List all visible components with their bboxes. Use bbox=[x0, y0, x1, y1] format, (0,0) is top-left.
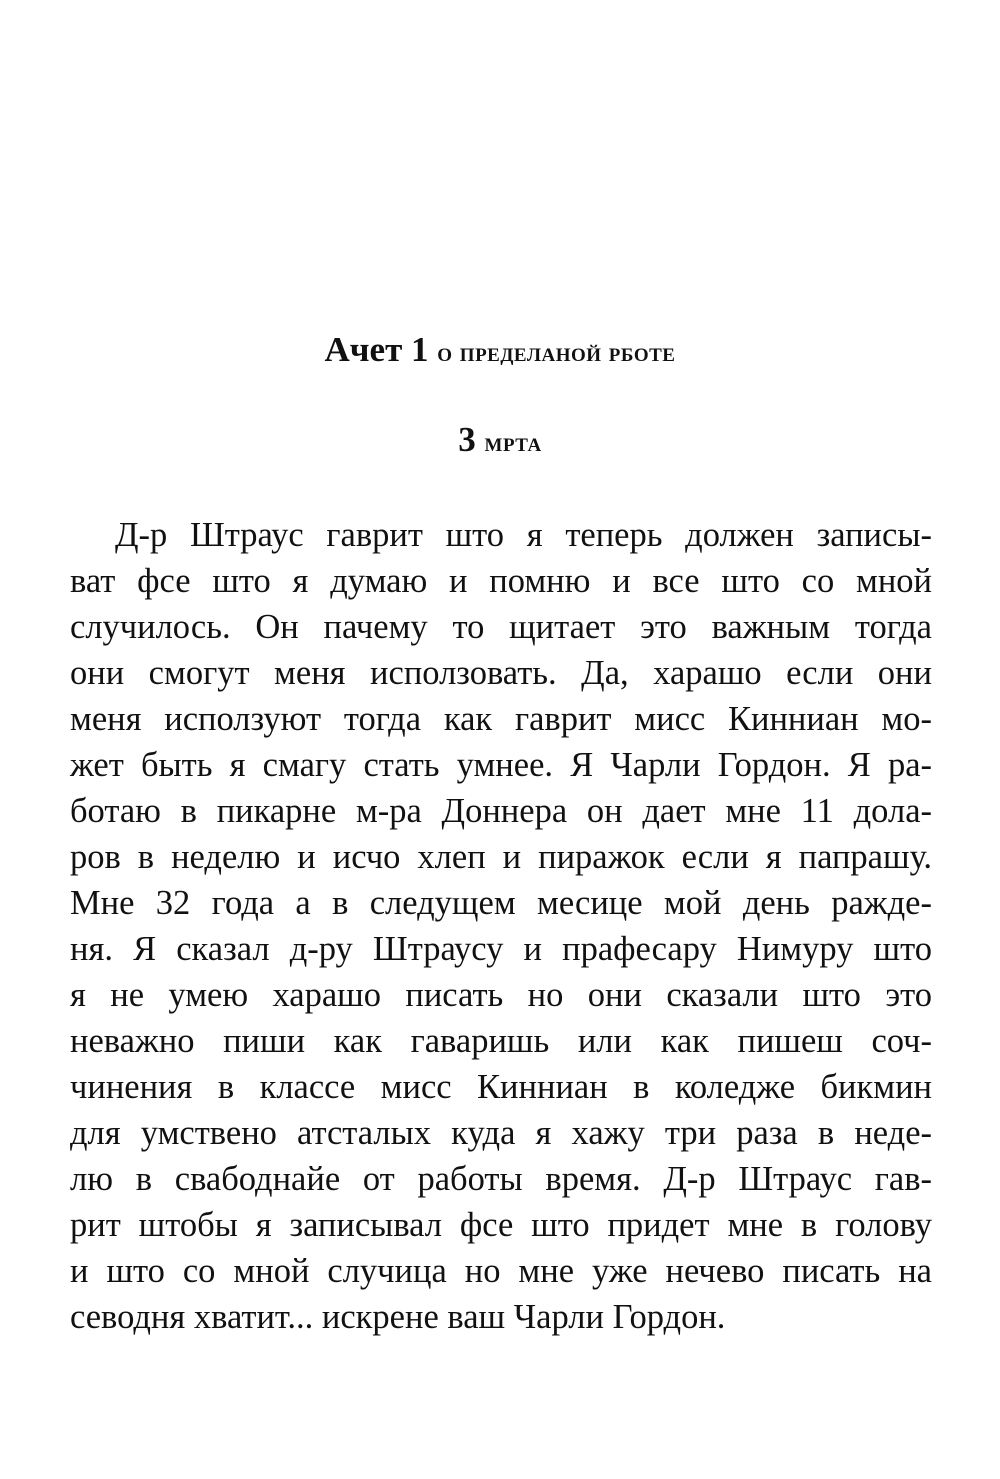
chapter-title bbox=[0, 330, 1000, 370]
body-line: неважно пиши как гаваришь или как пишеш соч- bbox=[70, 1022, 932, 1060]
body-line: меня исползуют тогда как гаврит мисс Кинниан мо- bbox=[70, 700, 932, 738]
chapter-date-number: 3 bbox=[458, 420, 476, 459]
body-line: ботаю в пикарне м-ра Доннера он дает мне 11 дола- bbox=[70, 792, 932, 830]
body-line: Д-р Штраус гаврит што я теперь должен записы- bbox=[115, 516, 932, 554]
chapter-date bbox=[0, 420, 1000, 460]
body-line: и што со мной случица но мне уже нечево писать на bbox=[70, 1252, 932, 1290]
body-line: они смогут меня исползовать. Да, харашо если они bbox=[70, 654, 932, 692]
body-line: чинения в классе мисс Кинниан в коледже бикмин bbox=[70, 1068, 932, 1106]
body-line: лю в свабоднайе от работы время. Д-р Штраус гав- bbox=[70, 1160, 932, 1198]
body-paragraph bbox=[70, 512, 932, 1340]
body-line: ват фсе што я думаю и помню и все што со мной bbox=[70, 562, 932, 600]
chapter-date-word: мрта bbox=[484, 427, 542, 457]
body-line: ня. Я сказал д-ру Штраусу и прафесару Нимуру што bbox=[70, 930, 932, 968]
chapter-title-suffix: о пределаной рботе bbox=[437, 337, 676, 367]
body-line: севодня хватит... искрене ваш Чарли Гордон. bbox=[70, 1298, 726, 1336]
body-line: жет быть я смагу стать умнее. Я Чарли Гордон. Я ра- bbox=[70, 746, 932, 784]
body-line: Мне 32 года а в следущем месице мой день ражде- bbox=[70, 884, 932, 922]
body-line: я не умею харашо писать но они сказали што это bbox=[70, 976, 932, 1014]
chapter-title-prefix: Ачет 1 bbox=[324, 330, 429, 369]
body-line: рит штобы я записывал фсе што придет мне в голову bbox=[70, 1206, 932, 1244]
body-line: для умствено атсталых куда я хажу три раза в неде- bbox=[70, 1114, 932, 1152]
body-line: ров в неделю и исчо хлеп и пиражок если я папрашу. bbox=[70, 838, 932, 876]
body-line: случилось. Он пачему то щитает это важным тогда bbox=[70, 608, 932, 646]
